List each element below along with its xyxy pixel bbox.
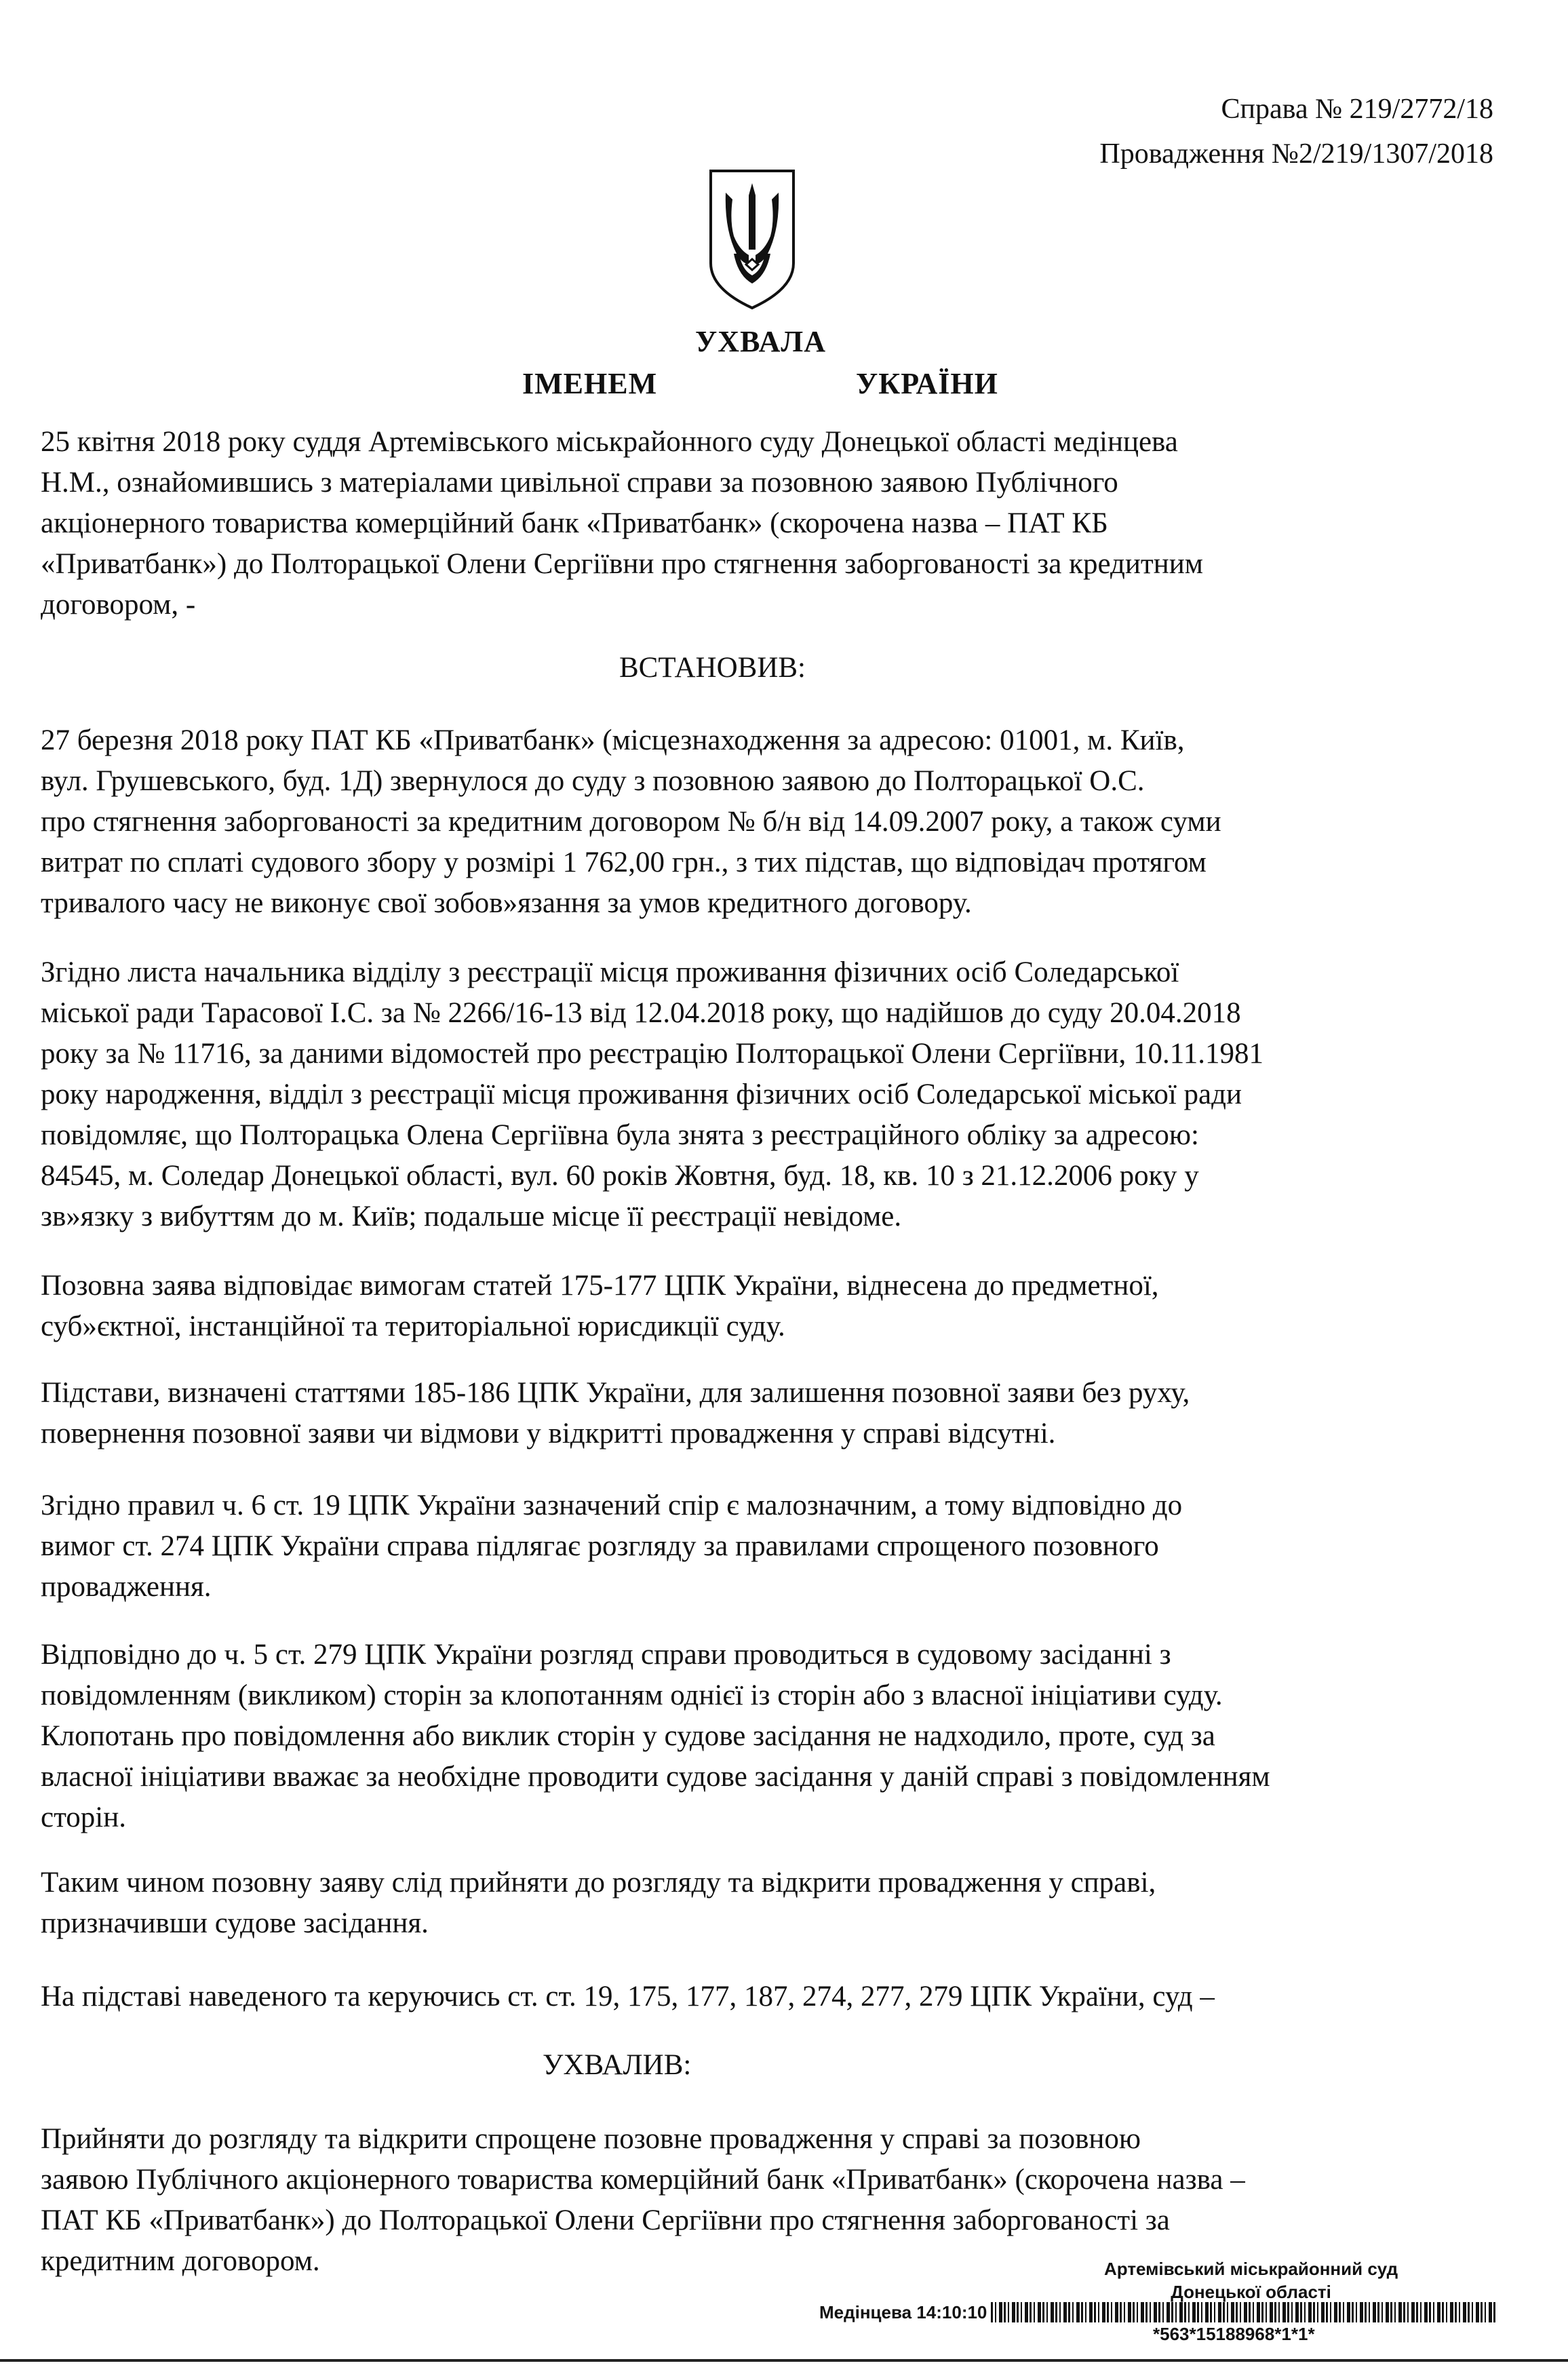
text-line: призначивши судове засідання. — [41, 1907, 429, 1939]
text-line: сторін. — [41, 1802, 127, 1833]
text-line: Згідно листа начальника відділу з реєстрації місця проживання фізичних осіб Соледарської — [41, 956, 1179, 988]
text-line: Підстави, визначені статтями 185-186 ЦПК України, для залишення позовної заяви без руху, — [41, 1377, 1190, 1409]
text-line: На підставі наведеного та керуючись ст. ст. 19, 175, 177, 187, 274, 277, 279 ЦПК України, суд – — [41, 1981, 1215, 2012]
text-line: про стягнення заборгованості за кредитним договором № б/н від 14.09.2007 року, а також суми — [41, 806, 1221, 838]
text-line: акціонерного товариства комерційний банк «Приватбанк» (скорочена назва – ПАТ КБ — [41, 507, 1108, 539]
proceeding-number: Провадження №2/219/1307/2018 — [1099, 138, 1493, 170]
text-line: договором, - — [41, 589, 196, 621]
text-line: Н.М., ознайомившись з матеріалами цивільної справи за позовною заявою Публічного — [41, 467, 1118, 499]
court-name: Артемівський міськрайонний суд — [1104, 2259, 1398, 2279]
text-line: тривалого часу не виконує свої зобов»язання за умов кредитного договору. — [41, 887, 972, 919]
text-line: 84545, м. Соледар Донецької області, вул. 60 років Жовтня, буд. 18, кв. 10 з 21.12.2006 року у — [41, 1160, 1199, 1192]
paragraph-5 — [41, 1485, 1533, 1608]
text-line: Відповідно до ч. 5 ст. 279 ЦПК України розгляд справи проводиться в судовому засіданні з — [41, 1639, 1171, 1671]
paragraph-8 — [41, 1977, 1533, 2017]
name-of-word1: ІМЕНЕМ — [522, 367, 658, 400]
barcode-code: *563*15188968*1*1* — [1153, 2324, 1315, 2344]
text-line: року за № 11716, за даними відомостей про реєстрацію Полторацької Олени Сергіївни, 10.11.1981 — [41, 1038, 1263, 1070]
text-line: вимог ст. 274 ЦПК України справа підлягає розгляду за правилами спрощеного позовного — [41, 1530, 1159, 1562]
text-line: Таким чином позовну заяву слід прийняти до розгляду та відкрити провадження у справі, — [41, 1867, 1156, 1899]
barcode-icon — [991, 2302, 1497, 2322]
text-line: Згідно правил ч. 6 ст. 19 ЦПК України зазначений спір є малозначним, а тому відповідно до — [41, 1490, 1183, 1521]
judge-time-label: Медінцева 14:10:10 — [819, 2301, 987, 2322]
text-line: провадження. — [41, 1571, 212, 1603]
text-line: «Приватбанк») до Полторацької Олени Сергіївни про стягнення заборгованості за кредитним — [41, 548, 1203, 580]
text-line: 27 березня 2018 року ПАТ КБ «Приватбанк» (місцезнаходження за адресою: 01001, м. Київ, — [41, 724, 1185, 756]
case-number-block — [1099, 87, 1493, 176]
court-stamp — [1104, 2257, 1398, 2303]
text-line: Позовна заява відповідає вимогам статей 175-177 ЦПК України, віднесена до предметної, — [41, 1270, 1159, 1302]
text-line: зв»язку з вибуттям до м. Київ; подальше місце її реєстрації невідоме. — [41, 1201, 902, 1232]
name-of-word2: УКРАЇНИ — [856, 367, 998, 400]
text-line: заявою Публічного акціонерного товариства комерційний банк «Приватбанк» (скорочена назва – — [41, 2164, 1245, 2196]
paragraph-6 — [41, 1635, 1533, 1838]
decided-heading: УХВАЛИВ: — [543, 2049, 692, 2081]
text-line: витрат по сплаті судового збору у розмірі 1 762,00 грн., з тих підстав, що відповідач протягом — [41, 847, 1207, 878]
paragraph-4 — [41, 1373, 1533, 1454]
text-line: року народження, відділ з реєстрації місця проживання фізичних осіб Соледарської міської ради — [41, 1078, 1242, 1110]
paragraph-1 — [41, 720, 1533, 924]
paragraph-2 — [41, 952, 1533, 1237]
text-line: кредитним договором. — [41, 2245, 320, 2277]
established-heading: ВСТАНОВИВ: — [619, 652, 806, 684]
intro-paragraph — [41, 422, 1533, 625]
text-line: Клопотань про повідомлення або виклик сторін у судове засідання не надходило, проте, суд за — [41, 1720, 1215, 1752]
case-number: Справа № 219/2772/18 — [1221, 94, 1493, 125]
document-title: УХВАЛА — [695, 325, 826, 358]
barcode-row — [819, 2301, 1497, 2324]
text-line: вул. Грушевського, буд. 1Д) звернулося до суду з позовною заявою до Полторацької О.С. — [41, 765, 1145, 797]
text-line: 25 квітня 2018 року суддя Артемівського міськрайонного суду Донецької області медінцева — [41, 426, 1178, 458]
trident-coat-of-arms-icon — [707, 168, 798, 311]
paragraph-7 — [41, 1863, 1533, 1944]
text-line: суб»єктної, інстанційної та територіальної юрисдикції суду. — [41, 1310, 785, 1342]
text-line: Прийняти до розгляду та відкрити спрощене позовне провадження у справі за позовною — [41, 2123, 1141, 2155]
court-region: Донецької області — [1171, 2282, 1331, 2302]
text-line: ПАТ КБ «Приватбанк») до Полторацької Олени Сергіївни про стягнення заборгованості за — [41, 2204, 1170, 2236]
paragraph-3 — [41, 1266, 1533, 1347]
text-line: міської ради Тарасової І.С. за № 2266/16-13 від 12.04.2018 року, що надійшов до суду 20.04.2018 — [41, 997, 1241, 1029]
text-line: власної ініціативи вважає за необхідне проводити судове засідання у даній справі з повідомленням — [41, 1761, 1270, 1793]
text-line: повідомленням (викликом) сторін за клопотанням однієї із сторін або з власної ініціативи суду. — [41, 1679, 1223, 1711]
text-line: повернення позовної заяви чи відмови у відкритті провадження у справі відсутні. — [41, 1418, 1056, 1449]
text-line: повідомляє, що Полторацька Олена Сергіївна була знята з реєстраційного обліку за адресою: — [41, 1119, 1199, 1151]
bottom-divider — [0, 2359, 1568, 2362]
